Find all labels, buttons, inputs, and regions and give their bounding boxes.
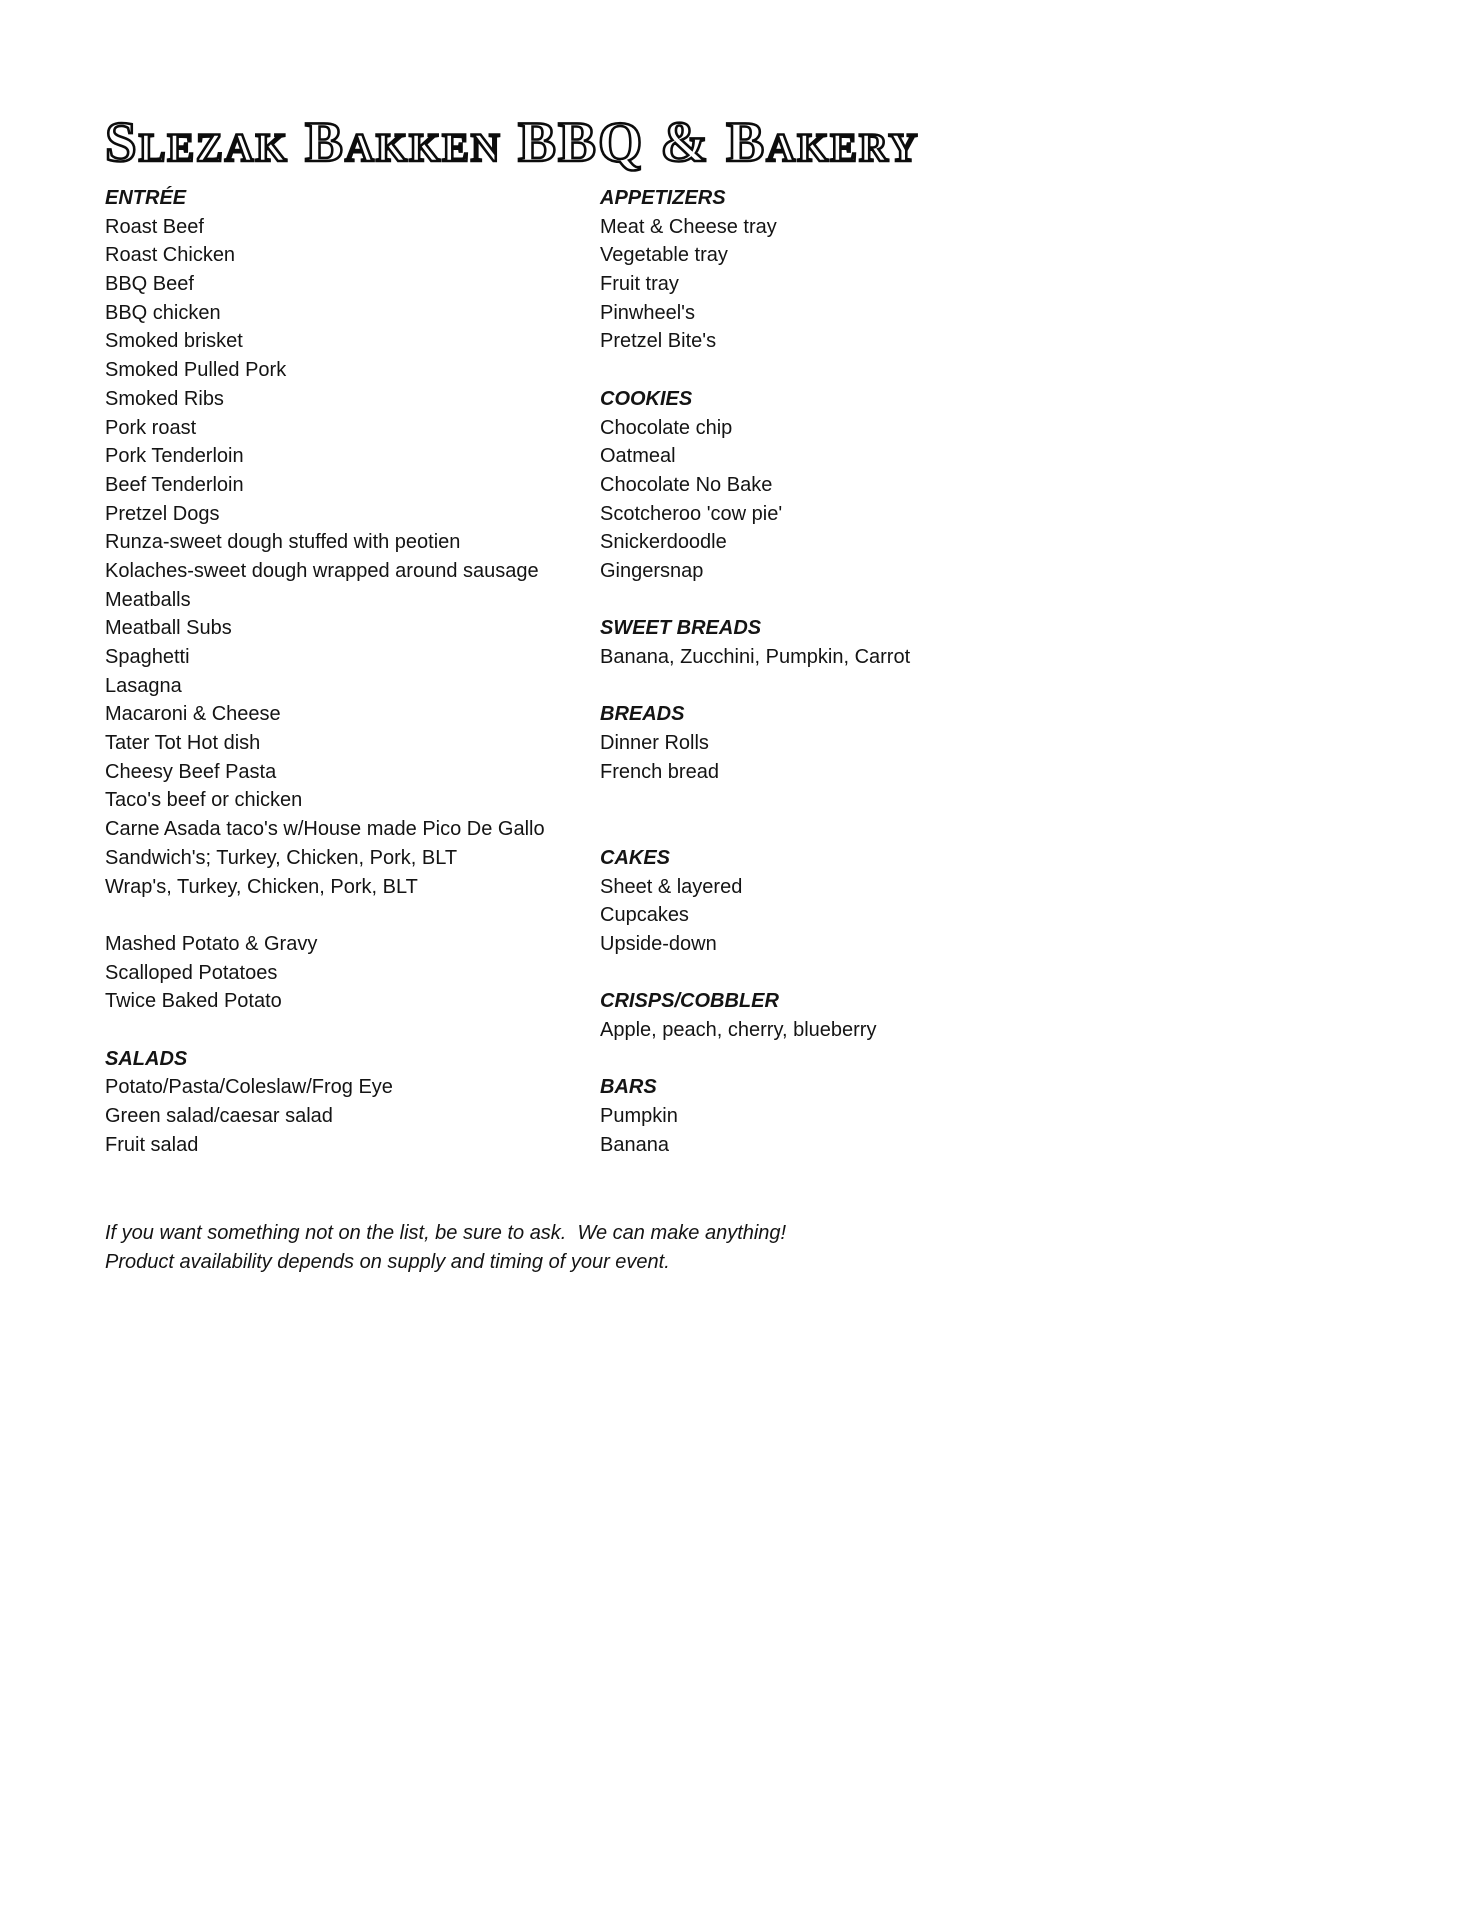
section-heading: CAKES — [600, 846, 671, 869]
footer-line: If you want something not on the list, be sure to ask. We can make anything! — [105, 1222, 787, 1245]
menu-item: Taco's beef or chicken — [105, 789, 303, 812]
right-column — [600, 184, 1394, 1159]
menu-columns — [105, 184, 1394, 1159]
menu-item: Sheet & layered — [600, 875, 743, 898]
section-heading: APPETIZERS — [600, 187, 726, 209]
blank-line — [600, 786, 1394, 815]
menu-item: Spaghetti — [105, 646, 190, 668]
menu-item: Pretzel Bite's — [600, 330, 717, 353]
blank-line — [600, 672, 1394, 701]
menu-item: Beef Tenderloin — [105, 473, 244, 496]
blank-line — [105, 901, 600, 930]
menu-item: Roast Chicken — [105, 244, 236, 267]
menu-item: Green salad/caesar salad — [105, 1105, 333, 1127]
menu-item: Meatballs — [105, 588, 191, 611]
menu-item: Mashed Potato & Gravy — [105, 932, 318, 955]
menu-item: Scalloped Potatoes — [105, 961, 278, 984]
menu-item: Smoked Ribs — [105, 387, 224, 410]
menu-item: Meat & Cheese tray — [600, 215, 777, 238]
menu-item: Pork Tenderloin — [105, 445, 244, 468]
left-column — [105, 184, 600, 1159]
menu-item: Tater Tot Hot dish — [105, 732, 261, 755]
menu-item: Lasagna — [105, 674, 182, 697]
menu-item: Fruit tray — [600, 273, 679, 296]
menu-item: Carne Asada taco's w/House made Pico De Gallo — [105, 818, 545, 841]
menu-item: Snickerdoodle — [600, 531, 727, 554]
menu-item: Pork roast — [105, 416, 197, 439]
menu-item: Gingersnap — [600, 559, 704, 582]
menu-item: Kolaches-sweet dough wrapped around sausage — [105, 559, 539, 582]
menu-item: French bread — [600, 760, 719, 783]
menu-item: Apple, peach, cherry, blueberry — [600, 1018, 877, 1041]
menu-item: Sandwich's; Turkey, Chicken, Pork, BLT — [105, 846, 458, 869]
section-heading: SALADS — [105, 1047, 188, 1070]
menu-item: Smoked brisket — [105, 330, 243, 353]
menu-item: Potato/Pasta/Coleslaw/Frog Eye — [105, 1076, 393, 1099]
blank-line — [105, 1016, 600, 1045]
section-heading: BREADS — [600, 703, 685, 726]
section-heading: ENTRÉE — [105, 187, 187, 209]
page-title: Slezak Bakken BBQ & Bakery — [105, 111, 920, 174]
section-heading: COOKIES — [600, 387, 693, 410]
menu-item: Cheesy Beef Pasta — [105, 760, 277, 783]
blank-line — [600, 815, 1394, 844]
blank-line — [600, 1045, 1394, 1074]
menu-item: BBQ chicken — [105, 301, 221, 324]
menu-item: Chocolate No Bake — [600, 473, 773, 496]
menu-item: Fruit salad — [105, 1133, 199, 1156]
menu-item: Twice Baked Potato — [105, 990, 282, 1013]
blank-line — [600, 959, 1394, 988]
menu-item: Pretzel Dogs — [105, 502, 220, 525]
menu-item: Banana, Zucchini, Pumpkin, Carrot — [600, 646, 911, 668]
menu-item: Wrap's, Turkey, Chicken, Pork, BLT — [105, 875, 418, 898]
footer-note — [105, 1219, 1394, 1276]
menu-item: Vegetable tray — [600, 244, 728, 267]
menu-item: BBQ Beef — [105, 273, 194, 296]
menu-item: Runza-sweet dough stuffed with peotien — [105, 531, 461, 554]
menu-item: Cupcakes — [600, 904, 689, 927]
menu-item: Roast Beef — [105, 215, 204, 238]
menu-item: Oatmeal — [600, 445, 676, 468]
menu-item: Smoked Pulled Pork — [105, 359, 287, 382]
menu-item: Upside-down — [600, 932, 717, 955]
menu-item: Pumpkin — [600, 1105, 678, 1127]
menu-item: Banana — [600, 1133, 669, 1156]
menu-item: Chocolate chip — [600, 416, 733, 439]
section-heading: CRISPS/COBBLER — [600, 990, 779, 1013]
section-heading: SWEET BREADS — [600, 617, 762, 640]
blank-line — [600, 586, 1394, 615]
menu-item: Macaroni & Cheese — [105, 703, 281, 726]
footer-line: Product availability depends on supply and timing of your event. — [105, 1251, 670, 1274]
blank-line — [600, 356, 1394, 385]
section-heading: BARS — [600, 1076, 657, 1099]
menu-item: Dinner Rolls — [600, 732, 709, 755]
menu-item: Meatball Subs — [105, 617, 232, 640]
menu-item: Scotcheroo 'cow pie' — [600, 502, 783, 525]
menu-item: Pinwheel's — [600, 301, 695, 324]
